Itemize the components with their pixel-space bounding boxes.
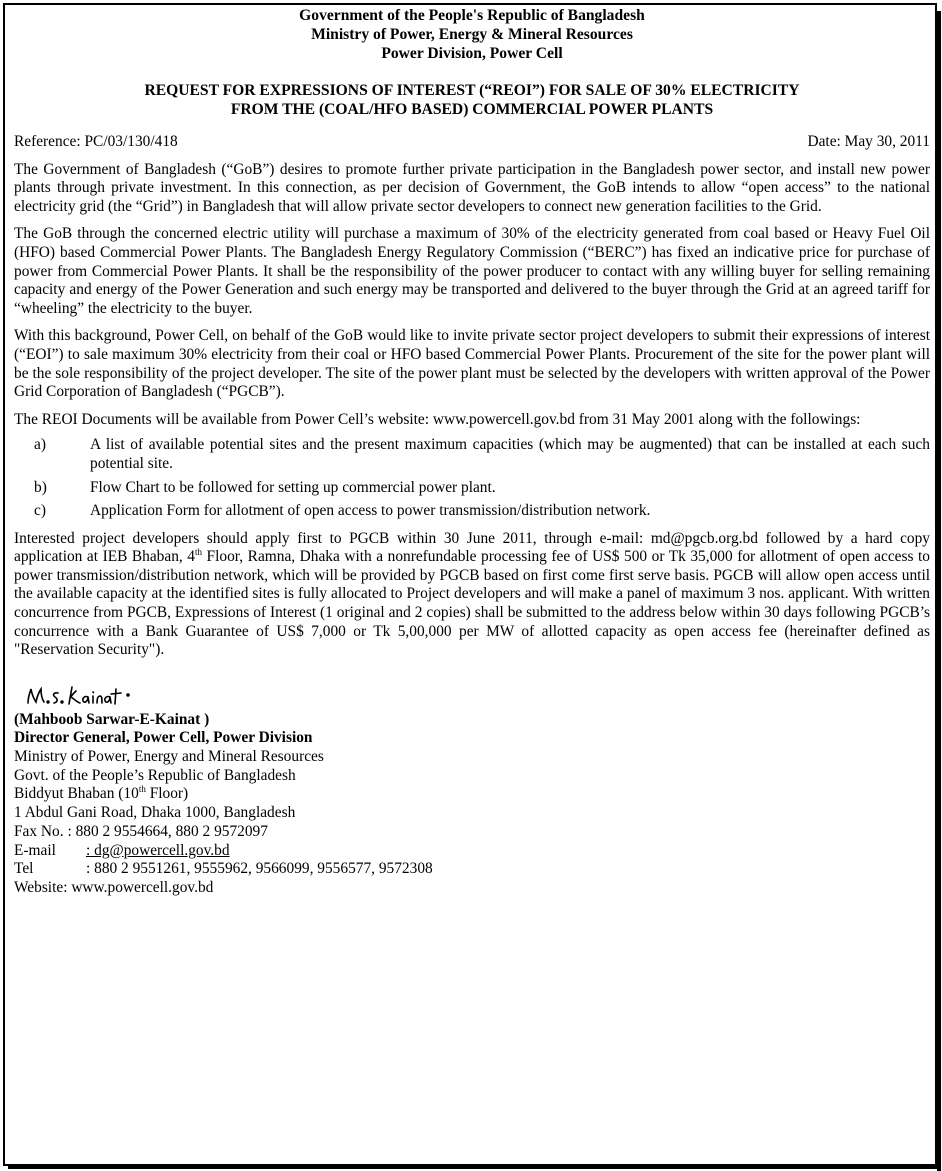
- email-row: [14, 842, 930, 861]
- list-item-text: Flow Chart to be followed for setting up commercial power plant.: [90, 478, 496, 496]
- list-item-text: A list of available potential sites and the present maximum capacities (which may be augmented) that can be installed at each such potential site.: [90, 436, 930, 472]
- list-item-label: b): [34, 478, 47, 496]
- header-government: Government of the People's Republic of Bangladesh: [299, 7, 645, 24]
- signer-designation: Director General, Power Cell, Power Division: [14, 729, 313, 747]
- floor-superscript: th: [195, 547, 203, 558]
- handwritten-signature: [14, 677, 174, 711]
- header-division: Power Division, Power Cell: [381, 45, 563, 62]
- header-ministry: Ministry of Power, Energy & Mineral Resources: [311, 26, 633, 43]
- address-ministry: Ministry of Power, Energy and Mineral Resources: [14, 748, 324, 766]
- notice-content: [14, 6, 930, 898]
- list-item: [14, 502, 930, 521]
- signer-name: (Mahboob Sarwar-E-Kainat ): [14, 710, 210, 728]
- paragraph-purchase: The GoB through the concerned electric utility will purchase a maximum of 30% of the electricity generated from coal based or Heavy Fuel Oil (HFO) based Commercial Power Plants. The Bangladesh Energy Regulatory Commission (“BERC”) has fixed an indicative price for purchase of power from Commercial Power Plants. It shall be the responsibility of the power producer to contact with any willing buyer for selling remaining capacity and energy of the Power Generation and such energy may be transported and delivered to the buyer through the Grid at an agreed tariff for “wheeling” the electricity to the buyer.: [14, 225, 930, 317]
- contact-address: [14, 748, 930, 898]
- signature: [14, 677, 930, 711]
- reference-line: [14, 133, 930, 152]
- tel-label: Tel: [14, 860, 34, 878]
- paragraph-invitation: With this background, Power Cell, on behalf of the GoB would like to invite private sector project developers to submit their expressions of interest (“EOI”) to sale maximum 30% electricity from their coal or HFO based Commercial Power Plants. Procurement of the site for the power plant will be the sole responsibility of the project developer. The site of the power plant must be selected by the developers with written approval of the Power Grid Corporation of Bangladesh (“PGCB”).: [14, 327, 930, 401]
- header-block: [14, 6, 930, 63]
- fax-number: Fax No. : 880 2 9554664, 880 2 9572097: [14, 822, 268, 840]
- paragraph-intro: The Government of Bangladesh (“GoB”) desires to promote further private participation in the Bangladesh power sector, and install new power plants through private investment. In this connection, as per decision of Government, the GoB intends to allow “open access” to the national electricity grid (the “Grid”) in Bangladesh that will allow private sector developers to connect new generation facilities to the Grid.: [14, 160, 930, 215]
- address-building: [14, 785, 930, 804]
- application-text-start: Interested project developers should apply first to PGCB within 30 June 2011, through e-mail: md@pgcb.org.bd followed by a hard copy application at IEB Bhaban, 4: [14, 529, 930, 566]
- list-item-label: a): [34, 436, 46, 454]
- title-line-2: FROM THE (COAL/HFO BASED) COMMERCIAL POWER PLANTS: [230, 101, 714, 118]
- building-name: Biddyut Bhaban (10: [14, 785, 139, 803]
- tel-row: [14, 860, 930, 879]
- list-item-label: c): [34, 502, 46, 520]
- notice-date: Date: May 30, 2011: [807, 133, 930, 150]
- email-label: E-mail: [14, 841, 56, 859]
- paragraph-application: [14, 530, 930, 660]
- building-floor-superscript: th: [138, 784, 146, 795]
- tel-numbers: : 880 2 9551261, 9555962, 9566099, 9556577, 9572308: [86, 860, 433, 878]
- document-list: [14, 436, 930, 520]
- paragraph-documents: The REOI Documents will be available from Power Cell’s website: www.powercell.gov.bd from 31 May 2001 along with the followings:: [14, 410, 861, 428]
- list-item-text: Application Form for allotment of open access to power transmission/distribution network.: [90, 502, 651, 520]
- application-text-end: Floor, Ramna, Dhaka with a nonrefundable processing fee of US$ 500 or Tk 35,000 for allotment of open access to power transmission/distribution network, which will be provided by PGCB based on first come first serve basis. PGCB will allow open access until the available capacity at the identified sites is fully allocated to Project developers and will make a panel of maximum 3 nos. applicant. With written concurrence from PGCB, Expressions of Interest (1 original and 2 copies) shall be submitted to the address below within 30 days following PGCB’s concurrence with a Bank Guarantee of US$ 7,000 or Tk 5,00,000 per MW of allotted capacity as open access fee (hereinafter defined as "Reservation Security").: [14, 548, 930, 659]
- reference-number: Reference: PC/03/130/418: [14, 133, 178, 150]
- title-line-1: REQUEST FOR EXPRESSIONS OF INTEREST (“REOI”) FOR SALE OF 30% ELECTRICITY: [144, 82, 800, 99]
- list-item: [14, 479, 930, 498]
- frame-shadow: [8, 1165, 941, 1169]
- address-street: 1 Abdul Gani Road, Dhaka 1000, Bangladesh: [14, 804, 296, 822]
- notice-title: [14, 81, 930, 119]
- building-floor: Floor): [145, 785, 189, 803]
- website-line: Website: www.powercell.gov.bd: [14, 878, 214, 896]
- email-link[interactable]: : dg@powercell.gov.bd: [86, 841, 230, 859]
- address-government: Govt. of the People’s Republic of Bangladesh: [14, 766, 296, 784]
- list-item: [14, 436, 930, 473]
